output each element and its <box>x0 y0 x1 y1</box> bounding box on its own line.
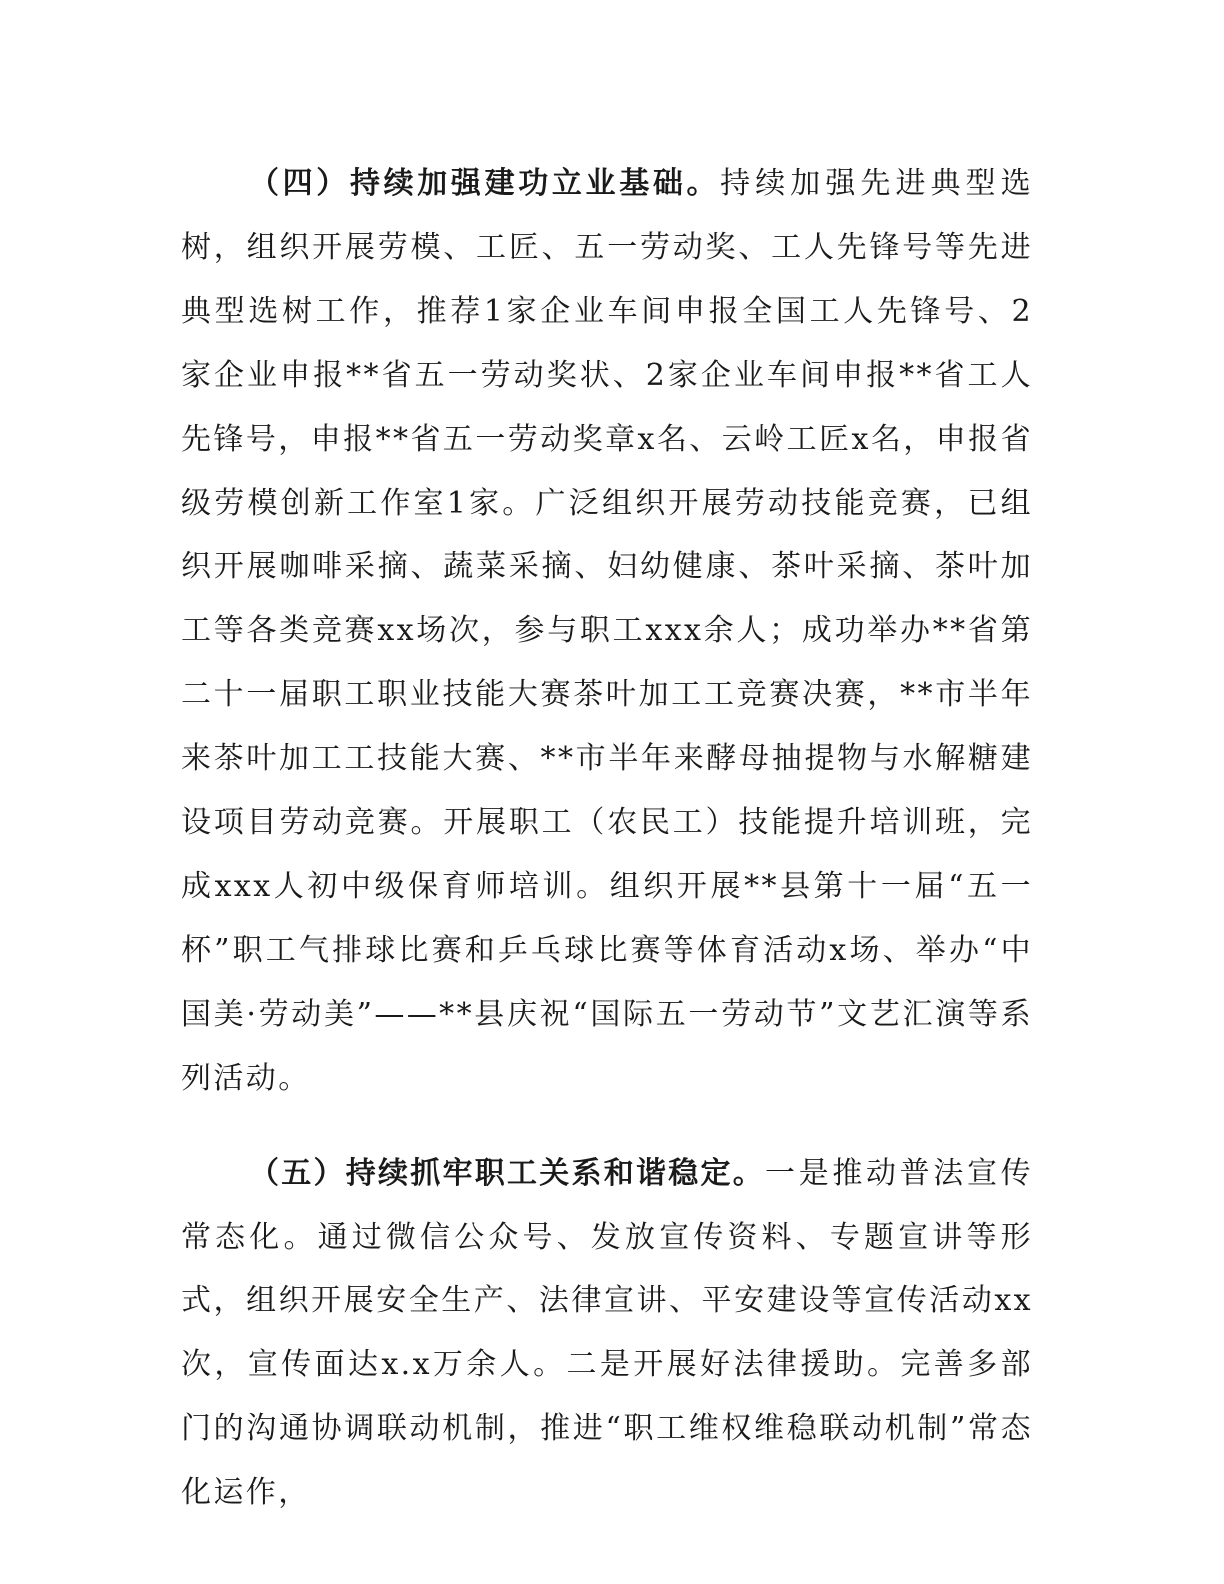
section-5-heading: （五）持续抓牢职工关系和谐稳定。 <box>249 1155 766 1191</box>
document-body <box>181 152 1033 1525</box>
section-4-body: 持续加强先进典型选树，组织开展劳模、工匠、五一劳动奖、工人先锋号等先进典型选树工作，推荐1家企业车间申报全国工人先锋号、2家企业申报**省五一劳动奖状、2家企业车间申报**省工人先锋号，申报**省五一劳动奖章x名、云岭工匠x名，申报省级劳模创新工作室1家。广泛组织开展劳动技能竞赛，已组织开展咖啡采摘、蔬菜采摘、妇幼健康、茶叶采摘、茶叶加工等各类竞赛xx场次，参与职工xxx余人；成功举办**省第二十一届职工职业技能大赛茶叶加工工竞赛决赛，**市半年来茶叶加工工技能大赛、**市半年来酵母抽提物与水解糖建设项目劳动竞赛。开展职工（农民工）技能提升培训班，完成xxx人初中级保育师培训。组织开展**县第十一届“五一杯”职工气排球比赛和乒乓球比赛等体育活动x场、举办“中国美·劳动美”——**县庆祝“国际五一劳动节”文艺汇演等系列活动。 <box>181 166 1034 1096</box>
paragraph-section-4 <box>181 152 1033 1111</box>
section-5-body: 一是推动普法宣传常态化。通过微信公众号、发放宣传资料、专题宣讲等形式，组织开展安全生产、法律宣讲、平安建设等宣传活动xx次，宣传面达x.x万余人。二是开展好法律援助。完善多部门的沟通协调联动机制，推进“职工维权维稳联动机制”常态化运作， <box>181 1155 1034 1511</box>
section-4-heading: （四）持续加强建功立业基础。 <box>249 166 721 201</box>
paragraph-section-5 <box>181 1142 1033 1525</box>
